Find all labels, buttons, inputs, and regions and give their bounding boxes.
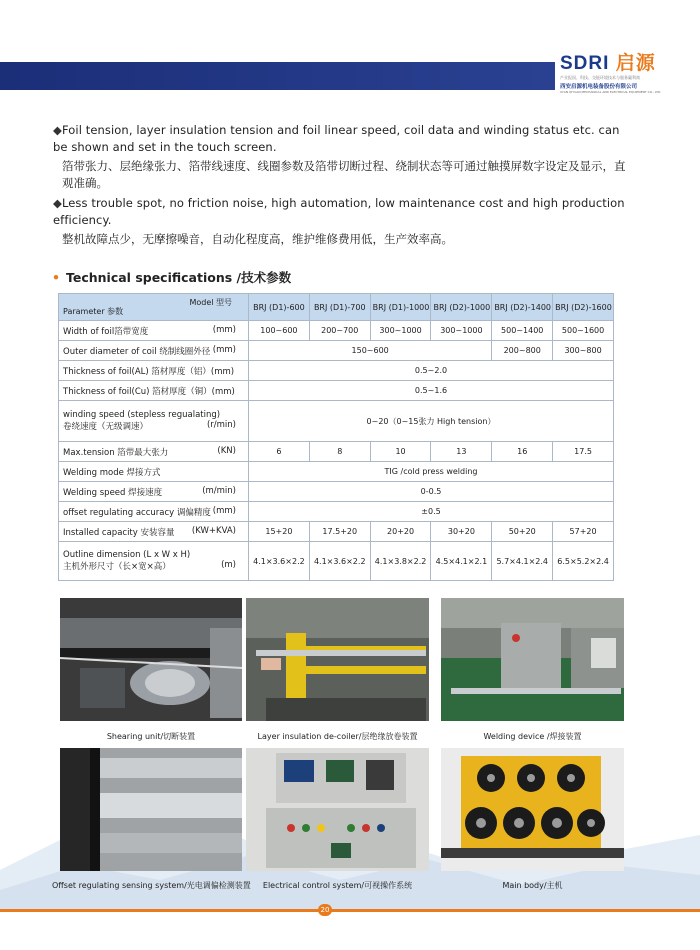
specs-table bbox=[58, 293, 614, 581]
header-model: Model 型号 bbox=[189, 298, 232, 307]
decoiler-photo bbox=[246, 598, 429, 721]
logo-mark-cn: 启源 bbox=[615, 53, 656, 74]
feature-1: ◆Foil tension, layer insulation tension and foil linear speed, coil data and winding status etc. can be shown and set in the touch screen. 箔带张力、层绝缘张力、箔带线速度、线圈参数及箔带切断过程、绕制状态等可通过触摸屏数字设定及显示，直观准确。 bbox=[53, 122, 633, 192]
table-row: Outline dimension (L x W x H) 主机外形尺寸（长×宽×高） (m) 4.1×3.6×2.2 4.1×3.6×2.2 4.1×3.8×2.2 4.5×4.1×2.1 5.7×4.1×2.4 6.5×5.2×2.4 bbox=[59, 542, 614, 581]
main-body-photo bbox=[441, 748, 624, 871]
table-row: Thickness of foil(Cu) 箔材厚度（铜）(mm) 0.5~1.6 bbox=[59, 381, 614, 401]
table-row: Thickness of foil(AL) 箔材厚度（铝）(mm) 0.5~2.0 bbox=[59, 361, 614, 381]
table-row: offset regulating accuracy 调偏精度 (mm) ±0.5 bbox=[59, 502, 614, 522]
feature-1-cn: 箔带张力、层绝缘张力、箔带线速度、线圈参数及箔带切断过程、绕制状态等可通过触摸屏数字设定及显示，直观准确。 bbox=[62, 159, 626, 190]
footer-line bbox=[0, 909, 700, 912]
offset-caption: Offset regulating sensing system/光电调偏检测装置 bbox=[52, 881, 251, 890]
decoiler-caption: Layer insulation de-coiler/层绝缘放卷装置 bbox=[257, 732, 418, 741]
electrical-photo bbox=[246, 748, 429, 871]
specs-title: • Technical specifications /技术参数 bbox=[52, 270, 292, 285]
table-row: Welding mode 焊接方式 TIG /cold press welding bbox=[59, 462, 614, 482]
company-logo bbox=[560, 48, 695, 92]
shearing-unit-photo bbox=[60, 598, 242, 721]
logo-mark-en: SDRI bbox=[560, 53, 610, 74]
table-row: Installed capacity 安装容量 (KW+KVA) 15+20 17.5+20 20+20 30+20 50+20 57+20 bbox=[59, 522, 614, 542]
feature-1-en: Foil tension, layer insulation tension and foil linear speed, coil data and winding status etc. can be shown and set in the touch screen. bbox=[53, 123, 620, 154]
welding-photo bbox=[441, 598, 624, 721]
logo-tagline: 产业报国、科技、交能环境技术与服务赢利商 bbox=[560, 75, 640, 80]
electrical-caption: Electrical control system/可视操作系统 bbox=[262, 881, 413, 890]
model-header: BRJ (D1)-700 bbox=[309, 294, 370, 321]
model-header: BRJ (D1)-1000 bbox=[370, 294, 431, 321]
feature-2-en: Less trouble spot, no friction noise, high automation, low maintenance cost and high production efficiency. bbox=[53, 196, 625, 227]
main-body-caption: Main body/主机 bbox=[502, 881, 563, 890]
offset-photo bbox=[60, 748, 242, 871]
table-row: Welding speed 焊接速度 (m/min) 0-0.5 bbox=[59, 482, 614, 502]
table-row: Outer diameter of coil 绕制线圈外径 (mm) 150~600 200~800 300~800 bbox=[59, 341, 614, 361]
feature-2: ◆Less trouble spot, no friction noise, high automation, low maintenance cost and high production efficiency. 整机故障点少，无摩擦噪音，自动化程度高，维护维修费用低，生产效率高。 bbox=[53, 195, 633, 248]
feature-2-cn: 整机故障点少，无摩擦噪音，自动化程度高，维护维修费用低，生产效率高。 bbox=[62, 232, 453, 246]
model-header: BRJ (D2)-1400 bbox=[492, 294, 553, 321]
header-band bbox=[0, 62, 555, 90]
logo-company-en: XI'AN QIYUAN MECHANICAL AND ELECTRICAL EQUIPMENT CO., LTD. bbox=[560, 90, 662, 94]
model-header: BRJ (D2)-1000 bbox=[431, 294, 492, 321]
table-row: Max.tension 箔带最大张力 (KN) 6 8 10 13 16 17.5 bbox=[59, 442, 614, 462]
table-header-row bbox=[59, 294, 614, 321]
model-header: BRJ (D1)-600 bbox=[249, 294, 310, 321]
page-number: 20 bbox=[318, 904, 332, 916]
logo-company-cn: 西安启源机电装备股份有限公司 bbox=[560, 84, 638, 90]
welding-caption: Welding device /焊接装置 bbox=[483, 732, 582, 741]
table-row: winding speed (stepless regualating) 卷绕速度（无级调速） (r/min) 0~20（0~15张力 High tension） bbox=[59, 401, 614, 442]
table-row: Width of foil箔带宽度 (mm) 100~600 200~700 300~1000 300~1000 500~1400 500~1600 bbox=[59, 321, 614, 341]
header-param: Parameter 参数 bbox=[63, 307, 124, 316]
model-header: BRJ (D2)-1600 bbox=[553, 294, 614, 321]
table-corner-cell bbox=[59, 294, 249, 321]
shearing-caption: Shearing unit/切断装置 bbox=[106, 732, 196, 741]
